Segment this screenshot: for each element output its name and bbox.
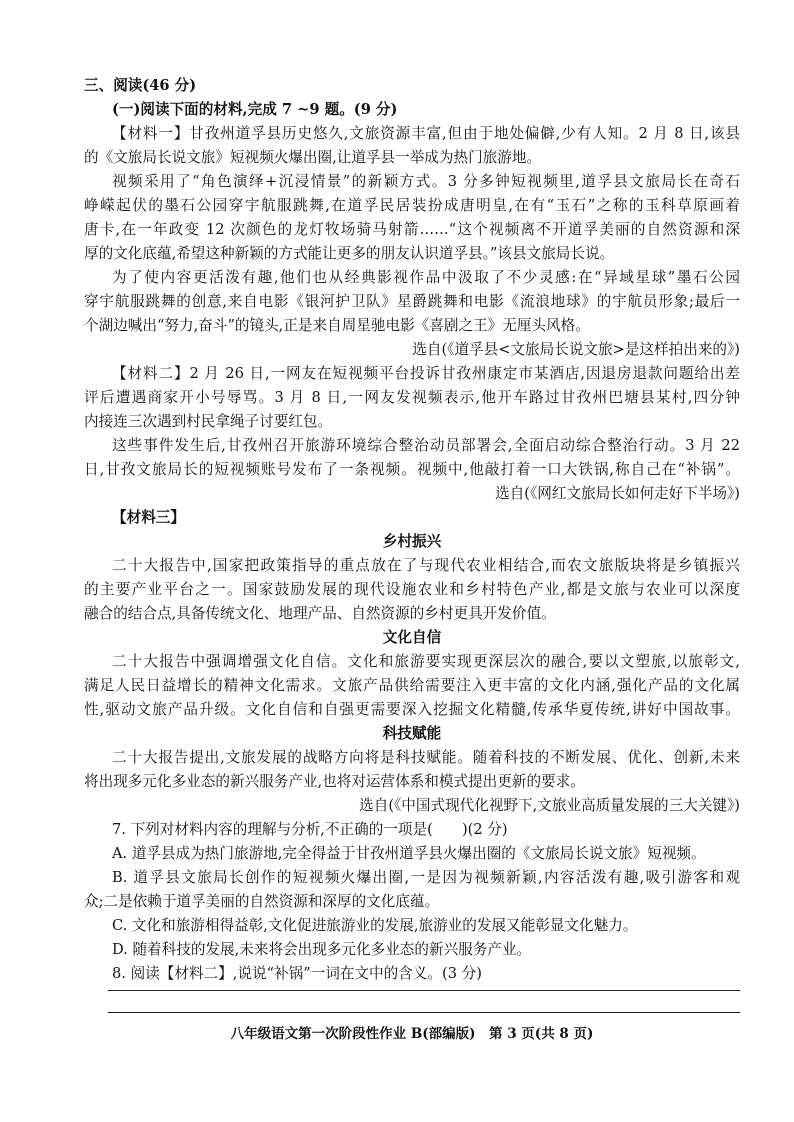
material-2-line: 【材料二】2 月 26 日,一网友在短视频平台投诉甘孜州康定市某酒店,因退房退款问题给出差 — [112, 365, 740, 382]
question-7-option-b: B. 道孚县文旅局长创作的短视频火爆出圈,一是因为视频新颖,内容活泼有趣,吸引游客和观 — [112, 869, 740, 886]
answer-line[interactable] — [108, 1012, 740, 1013]
material-3-line: 二十大报告中,国家把政策指导的重点放在了与现代农业相结合,而农文旅版块将是乡镇振兴 — [112, 557, 740, 574]
material-1-line: 穿宇航服跳舞的创意,来自电影《银河护卫队》星爵跳舞和电影《流浪地球》的宇航员形象;最后一 — [84, 293, 740, 310]
material-3-label: 【材料三】 — [112, 509, 185, 526]
material-1-line: 个湖边喊出“努力,奋斗”的镜头,正是来自周星驰电影《喜剧之王》无厘头风格。 — [84, 317, 590, 334]
question-7-option-c: C. 文化和旅游相得益彰,文化促进旅游业的发展,旅游业的发展又能彰显文化魅力。 — [112, 917, 638, 934]
material-3-heading: 文化自信 — [382, 629, 442, 646]
material-3-line: 融合的结合点,具备传统文化、地理产品、自然资源的乡村更具开发价值。 — [84, 605, 556, 622]
material-1-line: 视频采用了“角色演绎+沉浸情景”的新颖方式。3 分多钟短视频里,道孚县文旅局长在奇石 — [112, 173, 740, 190]
material-3-heading: 科技赋能 — [382, 725, 442, 742]
material-3-line: 二十大报告提出,文旅发展的战略方向将是科技赋能。随着科技的不断发展、优化、创新,未来 — [112, 749, 740, 766]
material-3-line: 二十大报告中强调增强文化自信。文化和旅游要实现更深层次的融合,要以文塑旅,以旅彰文, — [112, 653, 740, 670]
material-2-line: 这些事件发生后,甘孜州召开旅游环境综合整治动员部署会,全面启动综合整治行动。3 月 22 — [112, 437, 740, 454]
material-3-source: 选自(《中国式现代化视野下,文旅业高质量发展的三大关键》) — [359, 797, 740, 814]
part-title: (一)阅读下面的材料,完成 7 ~9 题。(9 分) — [112, 101, 398, 118]
material-1-line: 厚的文化底蕴,希望这种新颖的方式能让更多的朋友认识道孚县。”该县文旅局长说。 — [84, 245, 615, 262]
material-3-line: 满足人民日益增长的精神文化需求。文旅产品供给需要注入更丰富的文化内涵,强化产品的文化属 — [84, 677, 740, 694]
question-7-option-d: D. 随着科技的发展,未来将会出现多元化多业态的新兴服务产业。 — [112, 941, 532, 958]
material-2-source: 选自(《网红文旅局长如何走好下半场》) — [495, 485, 740, 502]
material-1-line: 的《文旅局长说文旅》短视频火爆出圈,让道孚县一举成为热门旅游地。 — [84, 149, 542, 166]
material-3-line: 性,驱动文旅产品升级。文化自信和自强更需要深入挖掘文化精髓,传承华夏传统,讲好中国故事。 — [84, 701, 740, 718]
material-1-line: 【材料一】甘孜州道孚县历史悠久,文旅资源丰富,但由于地处偏僻,少有人知。2 月 8 日,该县 — [112, 125, 740, 142]
material-1-line: 为了使内容更活泼有趣,他们也从经典影视作品中汲取了不少灵感:在“异域星球”墨石公园 — [112, 269, 740, 286]
material-2-line: 内接连三次遇到村民拿绳子讨要红包。 — [84, 413, 333, 430]
page-footer: 八年级语文第一次阶段性作业 B(部编版) 第 3 页(共 8 页) — [230, 1026, 594, 1042]
material-1-source: 选自(《道孚县<文旅局长说文旅>是这样拍出来的》) — [412, 341, 740, 358]
question-7-stem: 7. 下列对材料内容的理解与分析,不正确的一项是( )(2 分) — [112, 821, 508, 838]
material-3-line: 的主要产业平台之一。国家鼓励发展的现代设施农业和乡村特色产业,都是文旅与农业可以深度 — [84, 581, 740, 598]
answer-line[interactable] — [108, 990, 740, 991]
material-1-line: 唐卡,在一年政变 12 次颜色的龙灯牧场骑马射箭……“这个视频离不开道孚美丽的自然资源和深 — [84, 221, 740, 238]
question-8-stem: 8. 阅读【材料二】,说说“补锅”一词在文中的含义。(3 分) — [112, 965, 482, 982]
material-3-heading: 乡村振兴 — [382, 533, 442, 550]
material-2-line: 日,甘孜文旅局长的短视频账号发布了一条视频。视频中,他敲打着一口大铁锅,称自己在“补锅”。 — [84, 461, 740, 478]
material-1-line: 峥嵘起伏的墨石公园穿宇航服跳舞,在道孚民居装扮成唐明皇,在有“玉石”之称的玉科草原画着 — [84, 197, 740, 214]
material-3-line: 将出现多元化多业态的新兴服务产业,也将对运营体系和模式提出更新的要求。 — [84, 773, 585, 790]
question-7-option-b-cont: 众;二是依赖于道孚美丽的自然资源和深厚的文化底蕴。 — [84, 893, 440, 910]
question-7-option-a: A. 道孚县成为热门旅游地,完全得益于甘孜州道孚县火爆出圈的《文旅局长说文旅》短视频。 — [112, 845, 706, 862]
material-2-line: 评后遭遇商家开小号辱骂。3 月 8 日,一网友发视频表示,他开车路过甘孜州巴塘县某村,四分钟 — [84, 389, 740, 406]
section-title: 三、阅读(46 分) — [84, 77, 197, 94]
